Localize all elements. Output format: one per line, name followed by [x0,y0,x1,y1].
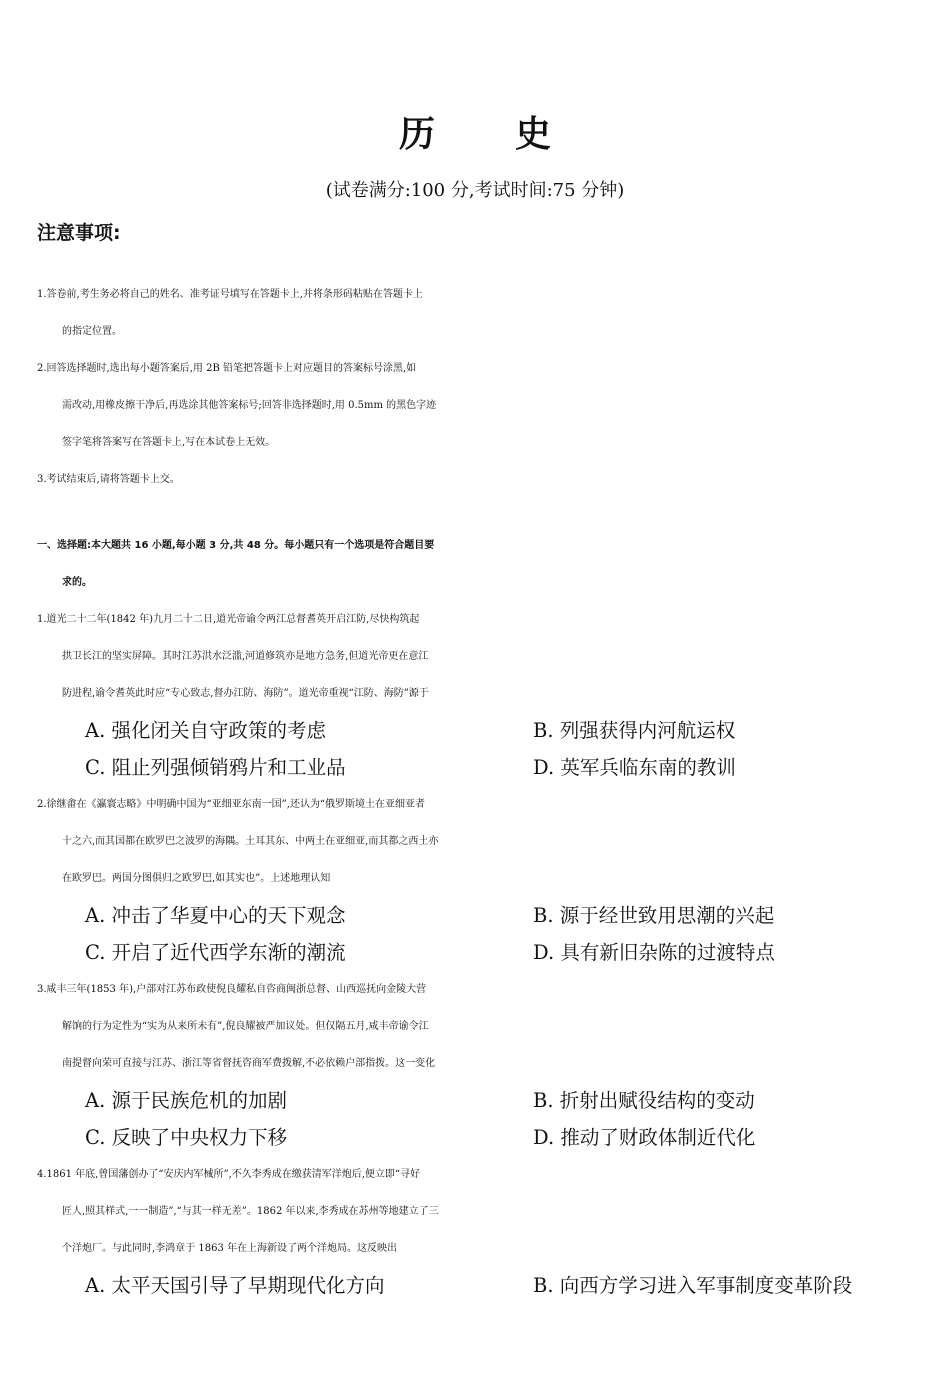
question-2-option-d[interactable]: D. 具有新旧杂陈的过渡特点 [533,941,775,964]
question-2-option-b[interactable]: B. 源于经世致用思潮的兴起 [533,904,775,927]
question-3-option-c[interactable]: C. 反映了中央权力下移 [85,1126,288,1149]
question-4-option-b[interactable]: B. 向西方学习进入军事制度变革阶段 [533,1274,853,1297]
question-3-option-b[interactable]: B. 折射出赋役结构的变动 [533,1089,755,1112]
question-1-option-a[interactable]: A. 强化闭关自守政策的考虑 [85,719,326,742]
question-1-option-b[interactable]: B. 列强获得内河航运权 [533,719,736,742]
notice-item-1-cont: 的指定位置。 [62,326,122,337]
notice-item-2: 2.回答选择题时,选出每小题答案后,用 2B 铅笔把答题卡上对应题目的答案标号涂黑,如 [37,363,417,374]
question-1-option-c[interactable]: C. 阻止列强倾销鸦片和工业品 [85,756,346,779]
notice-item-2-cont: 需改动,用橡皮擦干净后,再选涂其他答案标号;回答非选择题时,用 0.5mm 的黑色字迹 [62,400,437,411]
title-char-1: 历 [398,114,435,155]
question-3-option-d[interactable]: D. 推动了财政体制近代化 [533,1126,756,1149]
question-2-text: 十之六,而其国都在欧罗巴之波罗的海隅。土耳其东、中两土在亚细亚,而其都之西土亦 [62,836,439,847]
question-2-text: 在欧罗巴。两国分图俱归之欧罗巴,如其实也”。上述地理认知 [62,873,331,884]
question-3-text: 南提督向荣可直接与江苏、浙江等省督抚咨商军费拨解,不必依赖户部指拨。这一变化 [62,1058,436,1069]
exam-info: (试卷满分:100 分,考试时间:75 分钟) [325,180,625,201]
question-1-text: 防进程,谕令耆英此时应“专心致志,督办江防、海防”。道光帝重视“江防、海防”源于 [62,688,429,699]
page-title [0,106,950,157]
question-4-text: 4.1861 年底,曾国藩创办了“安庆内军械所”,不久李秀成在缴获清军洋炮后,便立即“寻好 [37,1169,421,1180]
title-char-2: 史 [515,114,552,155]
question-1-option-d[interactable]: D. 英军兵临东南的教训 [533,756,736,779]
question-3-text: 解饷的行为定性为“实为从来所未有”,倪良耀被严加议处。但仅隔五月,咸丰帝谕令江 [62,1021,429,1032]
question-4-text: 匠人,照其样式,一一制造”,“与其一样无差”。1862 年以来,李秀成在苏州等地建立了三 [62,1206,439,1217]
question-3-text: 3.咸丰三年(1853 年),户部对江苏布政使倪良耀私自咨商闽浙总督、山西巡抚向金陵大营 [37,984,427,995]
question-2-option-c[interactable]: C. 开启了近代西学东渐的潮流 [85,941,346,964]
question-1-text: 1.道光二十二年(1842 年)九月二十二日,道光帝谕令两江总督耆英开启江防,尽快构筑起 [37,614,420,625]
notice-heading: 注意事项: [37,222,121,244]
notice-item-2-cont: 签字笔将答案写在答题卡上,写在本试卷上无效。 [62,437,276,448]
notice-item-1: 1.答卷前,考生务必将自己的姓名、准考证号填写在答题卡上,并将条形码粘贴在答题卡上 [37,289,423,300]
section-heading-cont: 求的。 [62,577,92,588]
section-heading: 一、选择题:本大题共 16 小题,每小题 3 分,共 48 分。每小题只有一个选项是符合题目要 [37,540,435,551]
question-1-text: 拱卫长江的坚实屏障。其时江苏洪水泛滥,河道修筑亦是地方急务,但道光帝更在意江 [62,651,429,662]
question-3-option-a[interactable]: A. 源于民族危机的加剧 [85,1089,287,1112]
question-2-option-a[interactable]: A. 冲击了华夏中心的天下观念 [85,904,346,927]
question-4-option-a[interactable]: A. 太平天国引导了早期现代化方向 [85,1274,385,1297]
question-4-text: 个洋炮厂。与此同时,李鸿章于 1863 年在上海新设了两个洋炮局。这反映出 [62,1243,397,1254]
notice-item-3: 3.考试结束后,请将答题卡上交。 [37,474,180,485]
question-2-text: 2.徐继畬在《瀛寰志略》中明确中国为“亚细亚东南一国”,还认为“俄罗斯境土在亚细亚者 [37,799,426,810]
